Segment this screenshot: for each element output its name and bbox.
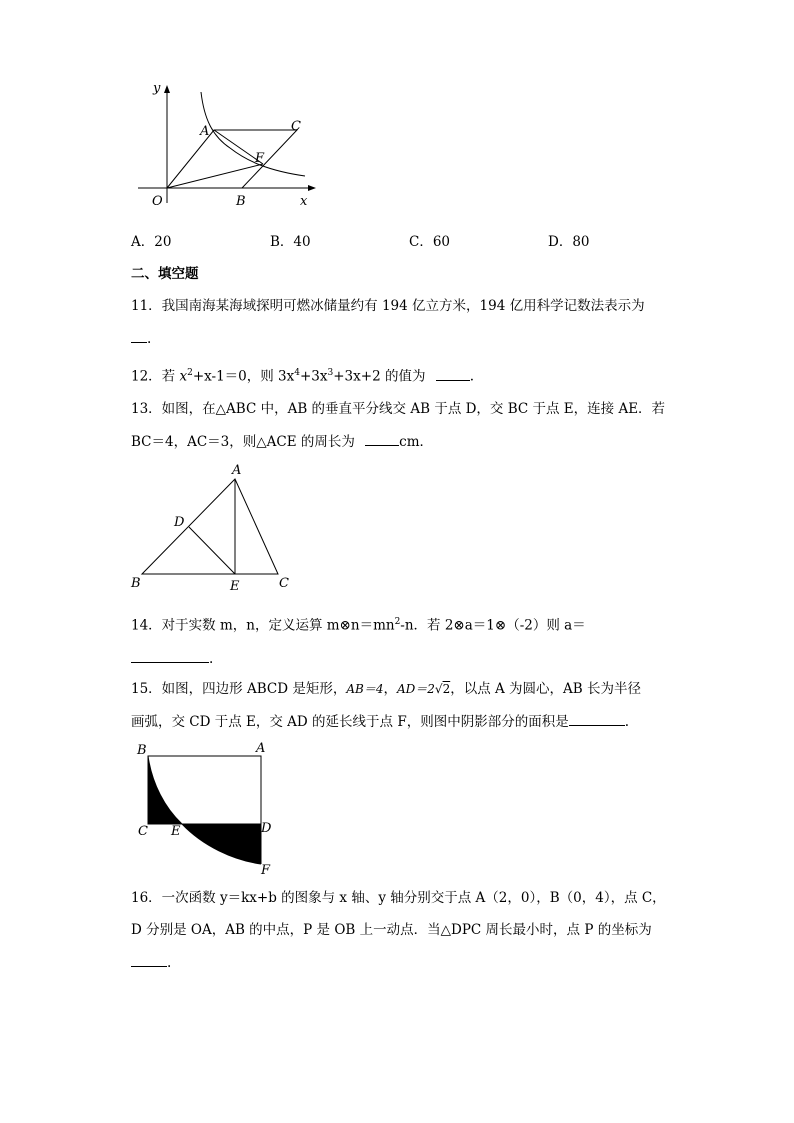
segment-of (167, 164, 263, 188)
hyperbola-curve (201, 92, 305, 176)
q14-end: . (209, 651, 214, 667)
option-c: C．60 (409, 234, 451, 250)
label-x: x (300, 194, 308, 209)
label-a: A (200, 124, 210, 139)
q12-sup3: 3 (327, 368, 334, 378)
q12-mid: +x-1＝0，则 3x (192, 368, 295, 385)
q12-mid3: +3x+2 的值为 (333, 368, 426, 385)
q14-line1 (131, 612, 586, 636)
q14-sup: 2 (394, 617, 401, 627)
q12-mid2: +3x (300, 368, 328, 385)
q12-x: x (179, 368, 188, 385)
q13-unit: cm． (399, 434, 434, 450)
label-f: F (261, 863, 271, 875)
q11-line2 (131, 328, 151, 349)
label-b: B (236, 194, 246, 209)
q16-end: . (167, 955, 172, 971)
q15-text-b: ，以点 A 为圆心，AB 长为半径 (450, 681, 641, 697)
x-axis-arrow (308, 185, 316, 191)
label-b: B (137, 743, 147, 758)
q12-pre: 12．若 (131, 368, 180, 385)
q13-line1: 13．如图，在△ABC 中，AB 的垂直平分线交 AB 于点 D，交 BC 于点 E，连接 AE．若 (131, 401, 666, 417)
shaded-left (148, 756, 182, 824)
answer-blank[interactable] (131, 952, 167, 967)
q10-figure (130, 78, 320, 213)
option-d: D．80 (548, 234, 590, 250)
label-c: C (138, 824, 148, 839)
q14-line2 (131, 648, 213, 669)
label-d: D (174, 515, 185, 530)
parallelogram-oacb (167, 130, 297, 188)
label-c: C (279, 576, 289, 591)
label-c: C (291, 119, 301, 134)
q16-line3 (131, 952, 171, 973)
answer-blank[interactable] (131, 648, 209, 663)
answer-blank[interactable] (365, 431, 399, 446)
q12-end: . (469, 368, 475, 385)
shaded-right (182, 824, 261, 864)
label-y: y (153, 81, 161, 96)
label-f: F (255, 151, 265, 166)
q15-ad-pre: AD＝2 (396, 682, 435, 696)
q15-ab: AB＝4 (346, 682, 384, 696)
q15-line2 (131, 711, 629, 732)
segment-de (189, 527, 235, 574)
label-d: D (261, 821, 272, 836)
q15-text-a: 15．如图，四边形 ABCD 是矩形， (131, 681, 347, 697)
section-title: 二、填空题 (131, 266, 199, 282)
q15-line2-text: 画弧，交 CD 于点 E，交 AD 的延长线于点 F，则图中阴影部分的面积是 (131, 714, 569, 730)
option-b: B．40 (270, 234, 311, 250)
answer-blank[interactable] (131, 328, 147, 343)
q12-sup2: 2 (187, 368, 193, 378)
label-o: O (152, 194, 163, 209)
label-e: E (230, 579, 240, 592)
q12-text (131, 363, 474, 387)
q13-figure (128, 460, 298, 592)
answer-blank[interactable] (569, 711, 625, 726)
q15-line1: 15．如图，四边形 ABCD 是矩形，AB＝4，AD＝2√2，以点 A 为圆心，AB 长为半径 (131, 681, 641, 697)
q14-text-a: 14．对于实数 m，n，定义运算 m⊗n＝mn (131, 617, 395, 634)
q15-end: . (624, 714, 629, 730)
label-a: A (256, 741, 266, 756)
answer-blank[interactable] (436, 366, 470, 381)
y-axis-arrow (164, 85, 170, 93)
option-a: A．20 (131, 234, 172, 250)
q14-text-b: -n．若 2⊗a＝1⊗（-2）则 a＝ (400, 617, 586, 634)
q11-line1: 11．我国南海某海域探明可燃冰储量约有 194 亿立方米，194 亿用科学记数法表示为 (131, 298, 645, 314)
triangle-abc (142, 479, 278, 574)
q16-line2: D 分别是 OA，AB 的中点，P 是 OB 上一动点．当△DPC 周长最小时，点 P 的坐标为 (131, 922, 652, 938)
q15-figure (135, 740, 280, 875)
label-b: B (131, 576, 141, 591)
q16-line1: 16．一次函数 y＝kx+b 的图象与 x 轴、y 轴分别交于点 A（2，0），B（0，4），点 C， (131, 890, 666, 906)
label-e: E (171, 824, 181, 839)
q13-line2-text: BC＝4，AC＝3，则△ACE 的周长为 (131, 434, 355, 450)
q15-ad-rad: 2 (442, 682, 451, 696)
label-a: A (232, 463, 242, 478)
q13-line2 (131, 431, 433, 452)
q11-end: . (147, 331, 152, 347)
q12-sup4: 4 (294, 368, 300, 378)
